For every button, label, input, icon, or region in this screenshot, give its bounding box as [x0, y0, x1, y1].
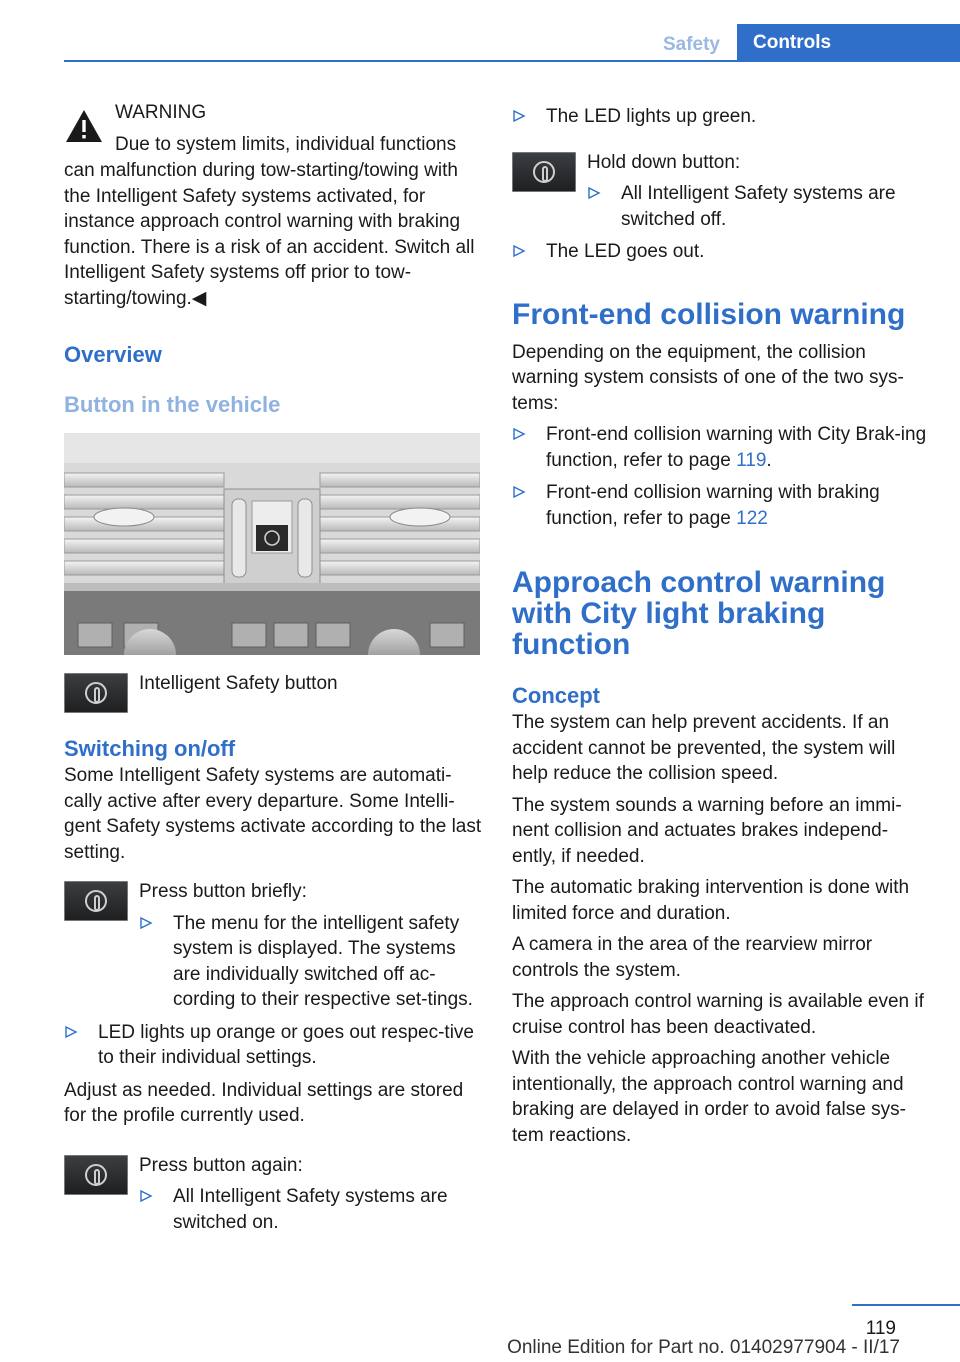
concept-paragraph: The automatic braking intervention is done with limited force and duration. — [512, 877, 910, 924]
triangle-bullet-icon — [512, 244, 526, 258]
approach-control-heading: Approach control warning with City light braking function — [512, 566, 886, 661]
dashboard-photo-drawing — [64, 433, 480, 655]
page-link-119[interactable]: 119 — [736, 449, 767, 471]
intelligent-safety-button-icon — [64, 881, 128, 921]
switching-text: Some Intelligent Safety systems are automati‐cally active after every departure. Some Intelli‐gent Safety systems activate according to the last setting. — [64, 765, 482, 863]
intelligent-safety-button-icon — [64, 673, 128, 713]
switching-heading: Switching on/off — [64, 736, 236, 761]
press-again-text: Press button again: — [139, 1154, 303, 1176]
warning-text: can malfunction during tow-starting/towing with the Intelligent Safety systems activated, for instance approach control warning with braking function. There is a risk of an accident. Switch all Intelligent Safety systems off prior to tow-starting/towing.◀ — [64, 160, 475, 309]
warning-box — [64, 100, 482, 311]
triangle-bullet-icon — [512, 485, 526, 499]
header-section-label: Safety — [662, 34, 720, 55]
triangle-bullet-icon — [64, 1025, 78, 1039]
intelligent-safety-caption-block — [64, 671, 482, 713]
triangle-bullet-icon — [139, 1189, 153, 1203]
hold-down-text: Hold down button: — [587, 151, 741, 173]
list-item — [512, 104, 930, 130]
list-item — [139, 1184, 482, 1235]
button-caption: Intelligent Safety button — [139, 673, 338, 694]
button-in-vehicle-heading: Button in the vehicle — [64, 392, 281, 417]
concept-paragraph: The approach control warning is available even if cruise control has been deactivated. — [512, 991, 924, 1038]
hold-down-block — [512, 150, 930, 233]
list-item-text: LED lights up orange or goes out respec‐tive to their individual settings. — [98, 1021, 474, 1068]
press-again-block — [64, 1153, 482, 1236]
left-column — [64, 100, 482, 1242]
warning-title: WARNING — [115, 102, 207, 123]
front-end-text: Depending on the equipment, the collision warning system consists of one of the two sys‐tems: — [512, 341, 904, 414]
right-column — [512, 100, 930, 1154]
page-number: 119 — [865, 1318, 896, 1339]
page-header — [0, 24, 960, 64]
triangle-bullet-icon — [139, 916, 153, 930]
list-item — [139, 911, 482, 1013]
triangle-bullet-icon — [587, 186, 601, 200]
triangle-bullet-icon — [512, 109, 526, 123]
front-end-collision-heading: Front-end collision warning — [512, 297, 906, 331]
warning-triangle-icon — [64, 108, 104, 144]
list-item-text: The menu for the intelligent safety system is displayed. The systems are individually switched off ac‐cording to their respective set‐tings. — [173, 912, 473, 1010]
concept-paragraph: The system can help prevent accidents. If an accident cannot be prevented, the system will help reduce the collision speed. — [512, 712, 896, 784]
footer-rule — [852, 1304, 960, 1306]
warning-text-first-line: Due to system limits, individual functions — [115, 134, 457, 155]
concept-paragraph: A camera in the area of the rearview mirror controls the system. — [512, 934, 873, 981]
adjust-text: Adjust as needed. Individual settings are stored for the profile currently used. — [64, 1079, 464, 1126]
dashboard-photo — [64, 433, 480, 655]
list-item-text: The LED lights up green. — [546, 106, 757, 127]
list-item — [587, 181, 930, 232]
list-item-text: Front-end collision warning with braking function, refer to page — [546, 482, 880, 529]
triangle-bullet-icon — [512, 427, 526, 441]
intelligent-safety-button-icon — [512, 152, 576, 192]
concept-paragraph: The system sounds a warning before an immi‐nent collision and actuates brakes independ‐ently, if needed. — [512, 794, 902, 867]
list-item-text: All Intelligent Safety systems are switched off. — [621, 183, 896, 230]
list-item-text: The LED goes out. — [546, 241, 705, 262]
list-item-text: All Intelligent Safety systems are switched on. — [173, 1186, 448, 1233]
header-chapter-tab: Controls — [737, 24, 960, 62]
list-item — [512, 239, 930, 265]
press-briefly-text: Press button briefly: — [139, 881, 307, 902]
concept-paragraph: With the vehicle approaching another vehicle intentionally, the approach control warning and braking are delayed in order to avoid false sys‐tem reactions. — [512, 1048, 906, 1146]
header-rule — [64, 60, 960, 62]
overview-heading: Overview — [64, 342, 162, 367]
list-item: Front-end collision warning with City Brak‐ing function, refer to page 119. — [512, 422, 930, 473]
list-item-text: Front-end collision warning with City Brak‐ing function, refer to page — [546, 424, 927, 471]
list-item — [512, 480, 930, 531]
list-item — [64, 1020, 482, 1071]
press-briefly-block — [64, 879, 482, 1013]
intelligent-safety-button-icon — [64, 1155, 128, 1195]
page-link-122[interactable]: 122 — [736, 507, 768, 529]
concept-heading: Concept — [512, 683, 600, 708]
edition-footer: Online Edition for Part no. 01402977904 - II/17 — [507, 1337, 900, 1358]
